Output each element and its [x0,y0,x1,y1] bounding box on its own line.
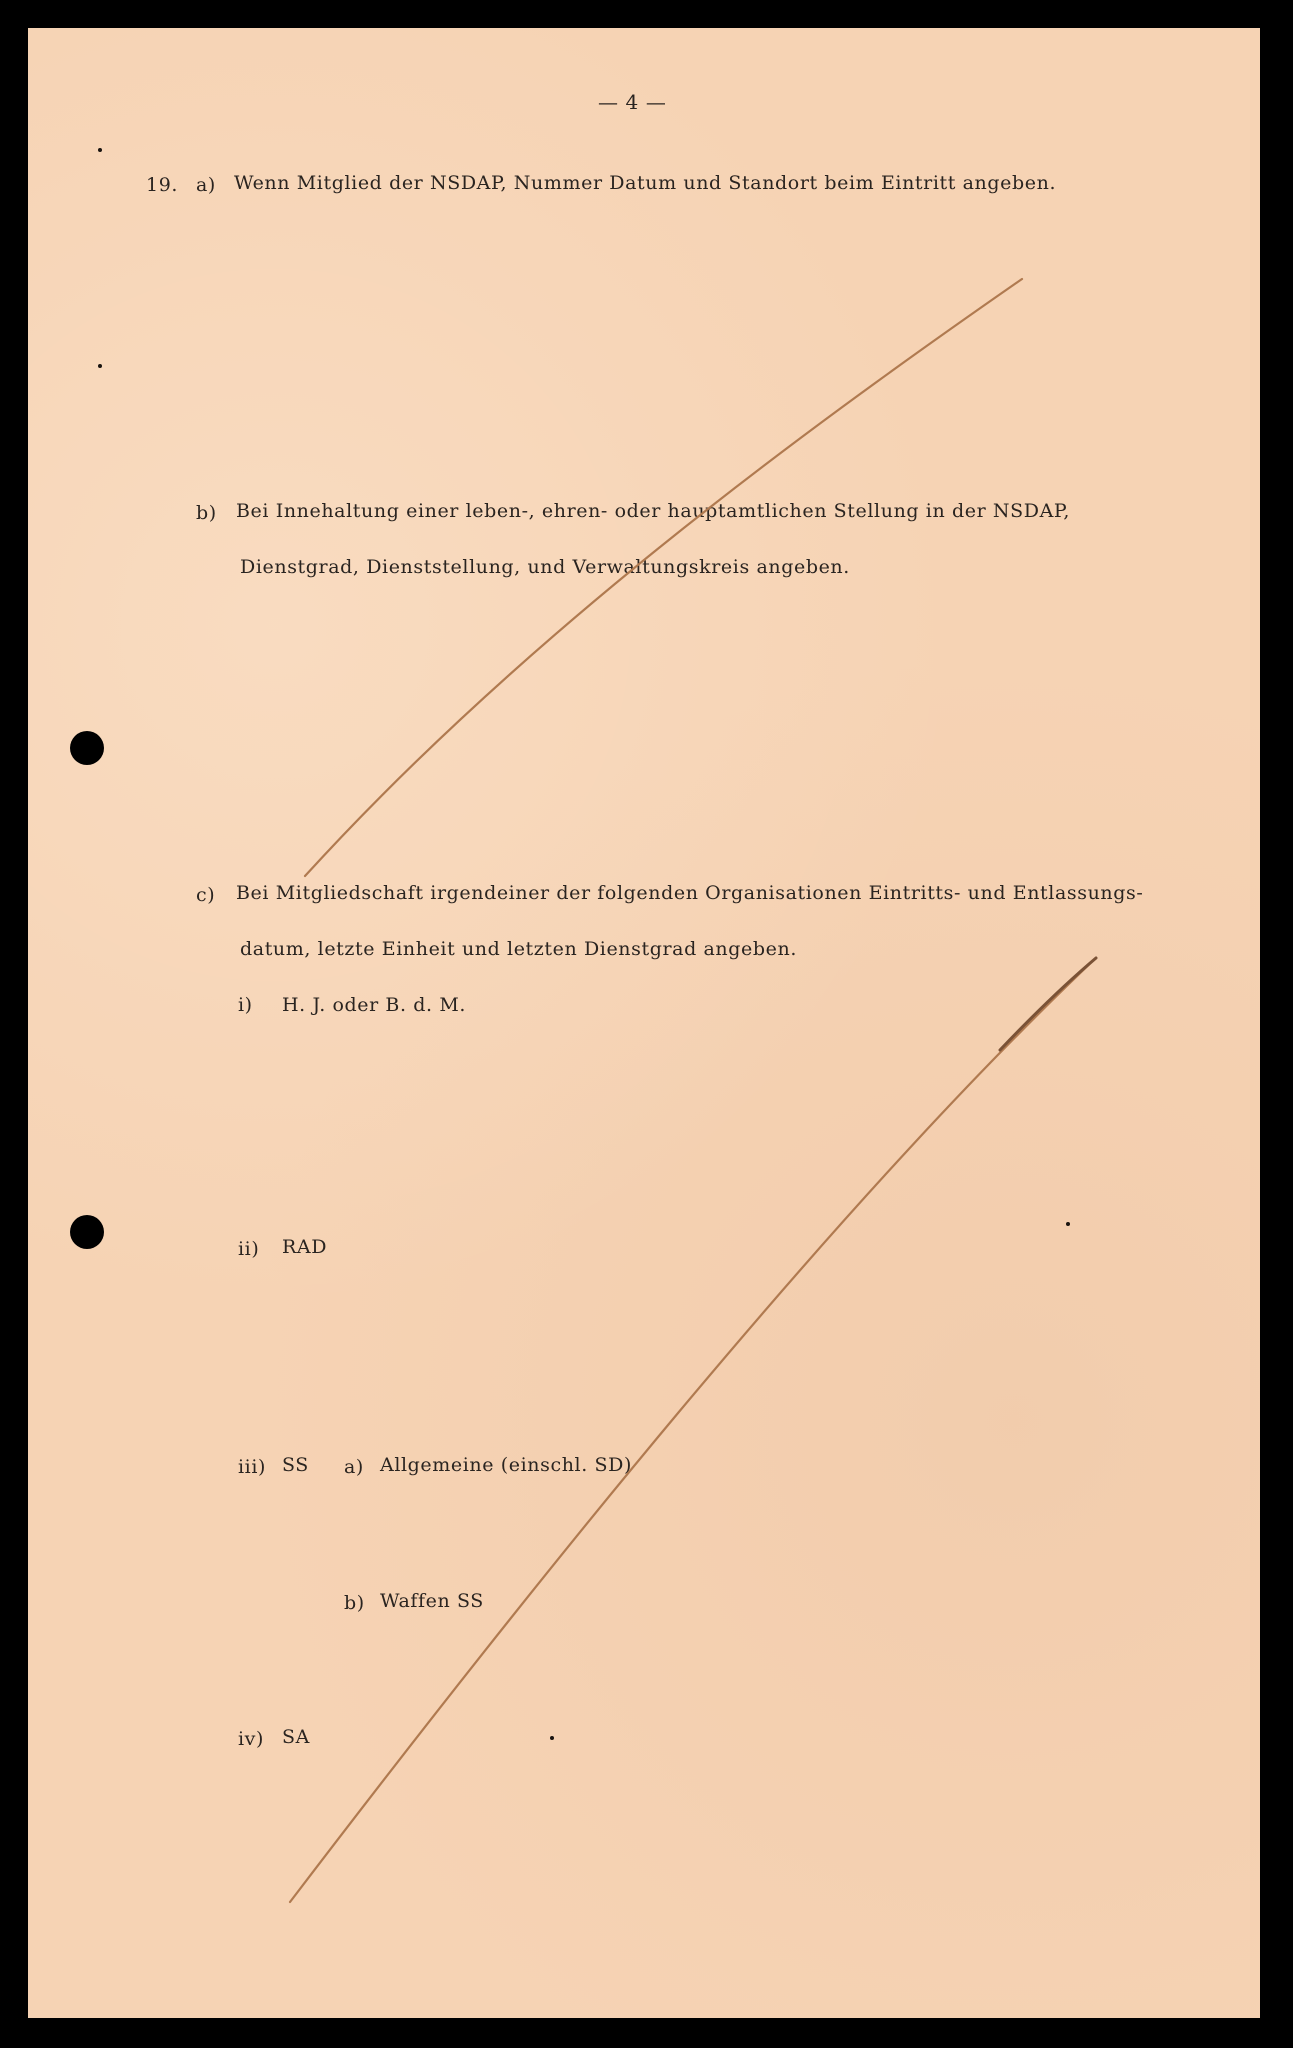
question-19b-line-2: Dienstgrad, Dienststellung, und Verwaltungskreis angeben. [240,556,850,578]
page-number: — 4 — [598,90,667,114]
ss-sub-allgemeine: Allgemeine (einschl. SD) [380,1454,632,1476]
paper-speck [550,1736,554,1740]
punch-hole [70,1215,104,1249]
ss-sub-marker: a) [344,1456,364,1478]
org-item-rad: RAD [282,1236,328,1258]
org-item-sa: SA [282,1726,310,1748]
document-page [28,28,1260,2018]
org-item-ss: SS [282,1454,309,1476]
org-item-marker: i) [238,994,253,1016]
org-item-marker: iv) [238,1728,265,1750]
question-number: 19. [146,174,179,196]
question-19a-marker: a) [196,174,216,196]
org-item-hj-bdm: H. J. oder B. d. M. [282,994,467,1016]
paper-speck [98,364,102,368]
ss-sub-marker: b) [344,1592,365,1614]
ss-sub-waffen-ss: Waffen SS [380,1590,484,1612]
question-19b-line-1: Bei Innehaltung einer leben-, ehren- oder hauptamtlichen Stellung in der NSDAP, [236,500,1071,522]
question-19c-line-1: Bei Mitgliedschaft irgendeiner der folgenden Organisationen Eintritts- und Entlassungs- [236,882,1144,904]
question-19c-line-2: datum, letzte Einheit und letzten Dienstgrad angeben. [240,938,797,960]
question-19c-marker: c) [196,884,216,906]
question-19b-marker: b) [196,502,217,524]
paper-speck [98,148,102,152]
org-item-marker: iii) [238,1456,267,1478]
paper-speck [1066,1222,1070,1226]
org-item-marker: ii) [238,1238,260,1260]
question-19a-text: Wenn Mitglied der NSDAP, Nummer Datum und Standort beim Eintritt angeben. [234,172,1057,194]
punch-hole [70,731,104,765]
